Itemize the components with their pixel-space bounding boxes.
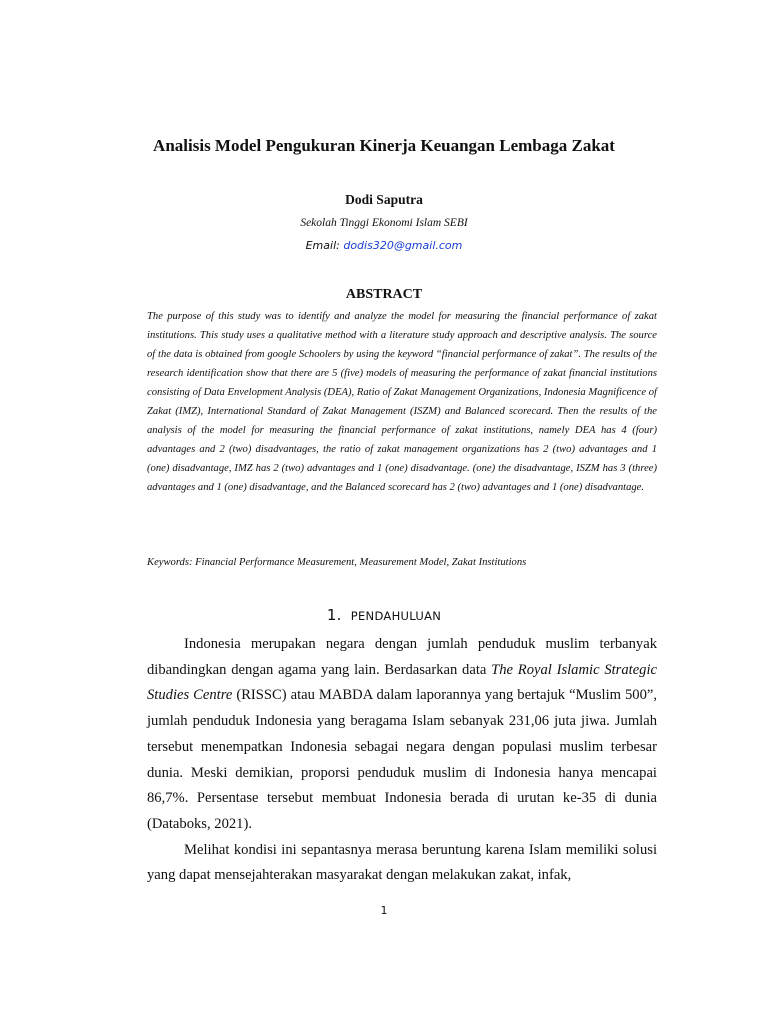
body-text <box>147 632 657 889</box>
section-number: 1. <box>326 606 342 624</box>
email-link[interactable]: dodis320@gmail.com <box>343 239 463 252</box>
author-email <box>0 239 768 252</box>
abstract-text: The purpose of this study was to identify and analyze the model for measuring the financial performance of zakat institutions. This study uses a qualitative method with a literature study approach and descriptive analysis. The source of the data is obtained from google Schoolers by using the keyword “financial performance of zakat”. The results of the research identification show that there are 5 (five) models of measuring the performance of zakat financial institutions consisting of Data Envelopment Analysis (DEA), Ratio of Zakat Management Organizations, Indonesia Magnificence of Zakat (IMZ), International Standard of Zakat Management (ISZM) and Balanced scorecard. Then the results of the analysis of the model for measuring the financial performance of zakat institutions, namely DEA has 4 (four) advantages and 2 (two) disadvantages, the ratio of zakat management organizations has 2 (two) advantages and 1 (one) disadvantage, IMZ has 2 (two) advantages and 1 (one) disadvantage. (one) the disadvantage, ISZM has 3 (three) advantages and 1 (one) disadvantage, and the Balanced scorecard has 2 (two) advantages and 1 (one) disadvantage. <box>147 311 657 493</box>
author-affiliation: Sekolah Tinggi Ekonomi Islam SEBI <box>300 217 468 229</box>
paragraph: Melihat kondisi ini sepantasnya merasa beruntung karena Islam memiliki solusi yang dapat mensejahterakan masyarakat dengan melakukan zakat, infak, <box>147 841 657 884</box>
paragraph-italic-text: The Royal Islamic Strategic Studies Centre <box>147 661 658 704</box>
author-name: Dodi Saputra <box>345 192 423 207</box>
page-number: 1 <box>380 904 388 917</box>
paragraph <box>147 632 657 838</box>
section-heading <box>0 606 768 624</box>
section-title: PENDAHULUAN <box>350 609 442 623</box>
abstract-heading: ABSTRACT <box>345 287 423 302</box>
paper-title: Analisis Model Pengukuran Kinerja Keuangan Lembaga Zakat <box>153 136 615 155</box>
paragraph-text: (RISSC) atau MABDA dalam laporannya yang bertajuk “Muslim 500”, jumlah penduduk Indonesia yang beragama Islam sebanyak 231,06 juta jiwa. Jumlah tersebut menempatkan Indonesia sebagai negara dengan populasi muslim terbesar dunia. Meski demikian, proporsi penduduk muslim di Indonesia hanya mencapai 86,7%. Persentase tersebut membuat Indonesia berada di urutan ke-35 di dunia (Databoks, 2021). <box>147 687 658 832</box>
email-label: Email: <box>305 239 344 252</box>
keywords: Keywords: Financial Performance Measurement, Measurement Model, Zakat Institutions <box>147 557 527 568</box>
paragraph-text: Indonesia merupakan negara dengan jumlah penduduk muslim terbanyak dibandingkan dengan agama yang lain. Berdasarkan data <box>147 636 657 678</box>
